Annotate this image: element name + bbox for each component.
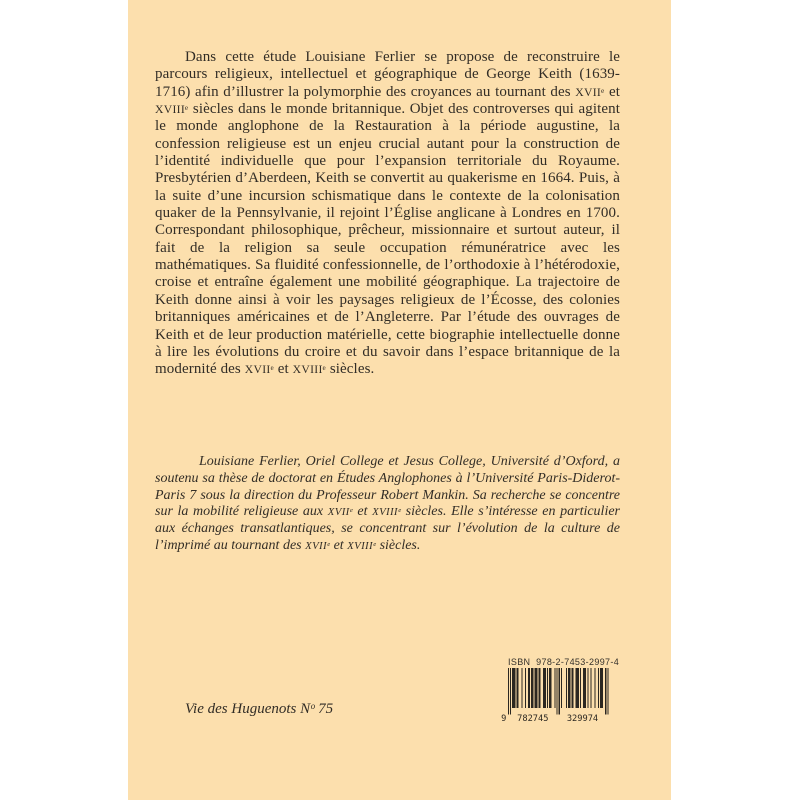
text-segment: et xyxy=(273,361,293,378)
text-segment: et xyxy=(604,83,620,100)
text-segment: et xyxy=(352,504,373,520)
book-back-cover xyxy=(128,0,671,800)
barcode-digit-leading: 9 xyxy=(501,713,507,723)
century-numeral: XVIIᵉ xyxy=(327,506,353,519)
barcode-digits-left: 782745 xyxy=(517,713,549,723)
text-segment: siècles. Elle s’intéresse en particulier aux échanges transatlantiques, se concentrant sur l’évolution de la culture de l’imprimé au tournant des xyxy=(155,504,620,553)
century-numeral: XVIIIᵉ xyxy=(347,539,377,552)
century-numeral: XVIIIᵉ xyxy=(292,363,326,377)
text-segment: siècles. xyxy=(325,361,375,378)
description-paragraph xyxy=(155,49,620,379)
barcode-digits-right: 329974 xyxy=(566,713,599,723)
ean13-barcode xyxy=(499,668,611,723)
text-segment: Louisiane Ferlier, Oriel College et Jesus College, Université d’Oxford, a soutenu sa thèse de doctorat en Études Anglophones à l’Université Paris-Diderot-Paris 7 sous la direction du Professeur Robert Mankin. Sa recherche se concentre sur la mobilité religieuse aux xyxy=(155,454,620,520)
century-numeral: XVIIᵉ xyxy=(244,363,274,377)
author-bio-paragraph xyxy=(155,454,620,555)
barcode-block xyxy=(499,657,620,723)
isbn-label: ISBN 978-2-7453-2997-4 xyxy=(508,657,620,667)
barcode-bars xyxy=(508,668,608,715)
century-numeral: XVIIᵉ xyxy=(575,85,605,99)
text-segment: siècles. xyxy=(376,537,421,553)
century-numeral: XVIIIᵉ xyxy=(155,103,189,117)
text-segment: Dans cette étude Louisiane Ferlier se propose de reconstruire le parcours religieux, intellectuel et géographique de George Keith (1639-1716) afin d’illustrer la polymorphie des croyances au tournant des xyxy=(155,49,620,100)
century-numeral: XVIIIᵉ xyxy=(372,506,401,519)
text-segment: siècles dans le monde britannique. Objet des controverses qui agitent le monde anglophone de la Restauration à la période augustine, la confession religieuse est un enjeu crucial autant pour la construction de l’identité individuelle que pour l’expansion territoriale du Royaume. Presbytérien d’Aberdeen, Keith se convertit au quakerisme en 1664. Puis, à la suite d’une incursion schismatique dans le contexte de la colonisation quaker de la Pennsylvanie, il rejoint l’Église anglicane à Londres en 1700. Correspondant philosophique, prêcheur, missionnaire et surtout auteur, il fait de la religion sa seule occupation rémunératrice avec les mathématiques. Sa fluidité confessionnelle, de l’orthodoxie à l’hétérodoxie, croise et entraîne également une mobilité géographique. La trajectoire de Keith donne ainsi à voir les paysages religieux de l’Écosse, des colonies britanniques américaines et de l’Angleterre. Par l’étude des ouvrages de Keith et de leur production matérielle, cette biographie intellectuelle donne à lire les évolutions du croire et du savoir dans l’espace britannique de la modernité des xyxy=(155,101,620,378)
text-segment: et xyxy=(330,537,348,553)
collection-series-label: Vie des Huguenots Nᵒ 75 xyxy=(185,701,334,717)
century-numeral: XVIIᵉ xyxy=(305,539,331,552)
